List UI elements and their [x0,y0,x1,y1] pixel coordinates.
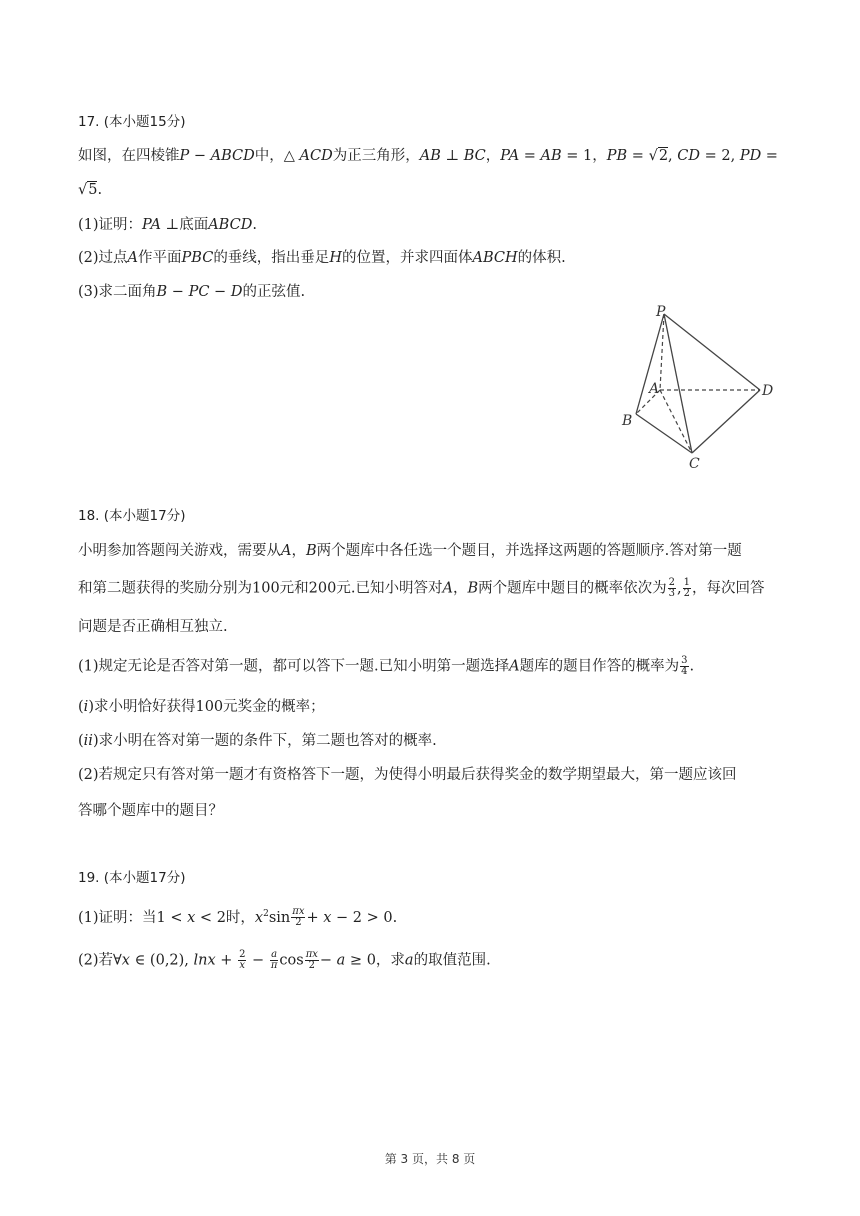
edge-BC [636,414,692,453]
q18-part2-line2: 答哪个题库中的题目？ [78,803,223,819]
q18-line3: 问题是否正确相互独立. [78,619,228,635]
q17-stem-line2: √5. [78,182,103,198]
q17-header: 17. (本小题15分) [78,114,186,130]
q18-part2-line1: (2)若规定只有答对第一题才有资格答下一题，为使得小明最后获得奖金的数学期望最大，第一题应该回 [78,767,737,783]
edge-AC [660,390,692,453]
pyramid-figure [610,300,790,475]
edge-PD [664,314,760,390]
edge-PB [636,314,664,414]
q18-part1-ii: (ii)求小明在答对第一题的条件下，第二题也答对的概率. [78,733,437,749]
q17-part2: (2)过点A作平面PBC的垂线，指出垂足H的位置，并求四面体ABCH的体积. [78,250,566,266]
q18-header: 18. (本小题17分) [78,508,186,524]
q19-part2: (2)若∀x ∈ (0,2), lnx + $\frac{2}{x}$ − $\frac{a}{\pi}$ cos $\frac{\pi x}{2}$ − a ≥ 0，求a的取值范围. [78,949,491,971]
q17-part3: (3)求二面角B − PC − D的正弦值. [78,284,306,300]
q17-part1: (1)证明：PA ⊥底面ABCD. [78,217,257,233]
q18-line2: 和第二题获得的奖励分别为100元和200元.已知小明答对A，B两个题库中题目的概率依次为 $\frac{2}{3}$ , $\frac{1}{2}$ ，每次回答 [78,577,765,599]
q19-part1: (1)证明：当1 < x < 2时，$x^2\sin$ $\frac{\pi x}{2}$ + x − 2 > 0. [78,906,398,929]
q18-part1: (1)规定无论是否答对第一题，都可以答下一题.已知小明第一题选择A题库的题目作答的概率为 $\frac{3}{4}$ . [78,655,695,677]
label-B: B [622,413,633,429]
q18-line1: 小明参加答题闯关游戏，需要从A，B两个题库中各任选一个题目，并选择这两题的答题顺序.答对第一题 [78,543,742,559]
label-P: P [656,304,666,320]
label-A: A [649,381,660,397]
label-D: D [762,383,774,399]
q18-part1-i: (i)求小明恰好获得100元奖金的概率； [78,699,325,715]
page-footer: 第 3 页，共 8 页 [384,1152,476,1166]
label-C: C [689,456,700,472]
edge-CD [692,390,760,453]
edge-PC [664,314,692,453]
q19-header: 19. (本小题17分) [78,870,186,886]
q17-stem-line1: 如图，在四棱锥P − ABCD中，△ ACD为正三角形，AB ⊥ BC，PA = AB = 1，PB = √2, CD = 2, PD = [78,148,778,164]
